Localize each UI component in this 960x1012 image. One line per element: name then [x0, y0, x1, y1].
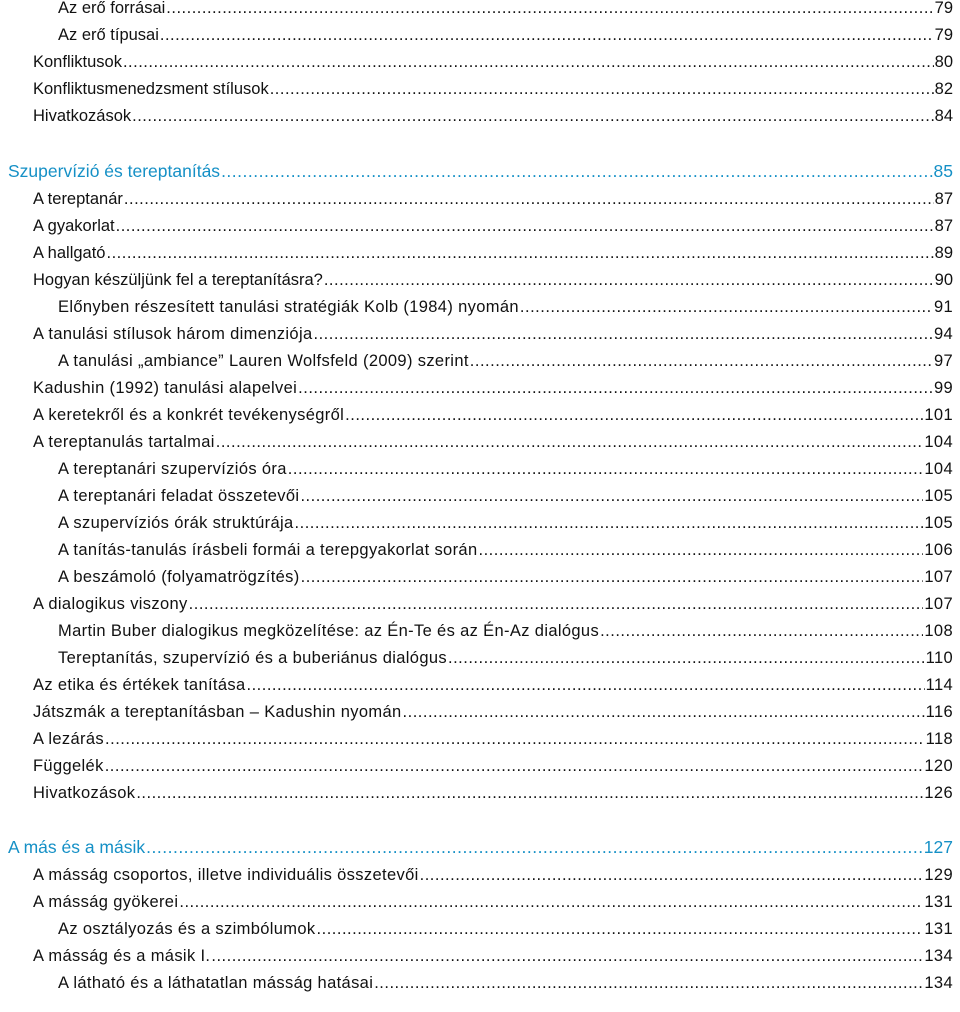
- toc-dot-leader: [301, 566, 924, 588]
- toc-entry-page: 114: [925, 676, 953, 694]
- toc-entry-title: A tanítás-tanulás írásbeli formái a terepgyakorlat során: [58, 541, 478, 559]
- toc-dot-leader: [420, 864, 924, 886]
- toc-entry-page: 105: [924, 514, 953, 532]
- toc-entry[interactable]: [58, 296, 953, 318]
- toc-entry-title: Martin Buber dialogikus megközelítése: az Én-Te és az Én-Az dialógus: [58, 622, 600, 640]
- toc-entry-title: Tereptanítás, szupervízió és a buberiánus dialógus: [58, 649, 447, 667]
- toc-entry[interactable]: [33, 701, 953, 723]
- toc-dot-leader: [216, 431, 924, 453]
- toc-entry-page: 90: [934, 271, 953, 289]
- toc-dot-leader: [146, 836, 923, 858]
- toc-entry-title: A szupervíziós órák struktúrája: [58, 514, 294, 532]
- toc-entry-title: Hogyan készüljünk fel a tereptanításra?: [33, 271, 323, 289]
- toc-entry-page: 126: [924, 784, 953, 802]
- toc-entry-title: A más és a másik: [8, 837, 146, 857]
- toc-entry-page: 101: [924, 406, 953, 424]
- toc-entry[interactable]: [33, 269, 953, 291]
- toc-entry-page: 134: [924, 947, 953, 965]
- toc-entry-title: Az etika és értékek tanítása: [33, 676, 246, 694]
- toc-dot-leader: [295, 512, 924, 534]
- toc-entry[interactable]: [58, 539, 953, 561]
- toc-dot-leader: [300, 485, 923, 507]
- toc-entry[interactable]: [33, 674, 953, 696]
- toc-entry[interactable]: [58, 972, 953, 994]
- toc-entry[interactable]: [33, 404, 953, 426]
- toc-entry-title: A tereptanári szupervíziós óra: [58, 460, 287, 478]
- toc-entry[interactable]: [33, 105, 953, 127]
- toc-entry-page: 104: [924, 460, 953, 478]
- toc-entry-page: 82: [934, 80, 953, 98]
- toc-entry-title: A lezárás: [33, 730, 105, 748]
- toc-entry-page: 99: [933, 379, 953, 397]
- toc-entry-title: Játszmák a tereptanításban – Kadushin nyomán: [33, 703, 402, 721]
- toc-entry-page: 134: [924, 974, 953, 992]
- toc-entry-page: 107: [924, 568, 953, 586]
- toc-entry[interactable]: [33, 188, 953, 210]
- toc-entry[interactable]: [58, 485, 953, 507]
- toc-entry-page: 107: [924, 595, 953, 613]
- toc-dot-leader: [123, 51, 934, 73]
- toc-entry-title: Konfliktusmenedzsment stílusok: [33, 80, 269, 98]
- toc-entry[interactable]: [33, 377, 953, 399]
- toc-dot-leader: [270, 78, 934, 100]
- toc-entry-page: 131: [924, 893, 953, 911]
- toc-entry[interactable]: [33, 755, 953, 777]
- toc-entry-page: 106: [924, 541, 953, 559]
- toc-dot-leader: [189, 593, 924, 615]
- toc-entry[interactable]: [33, 782, 953, 804]
- toc-dot-leader: [136, 782, 923, 804]
- toc-entry-title: A tanulási „ambiance” Lauren Wolfsfeld (2009) szerint: [58, 352, 469, 370]
- toc-entry-page: 85: [933, 161, 953, 181]
- toc-entry[interactable]: [33, 864, 953, 886]
- toc-entry-title: Hivatkozások: [33, 107, 132, 125]
- toc-entry-page: 87: [934, 190, 953, 208]
- toc-dot-leader: [470, 350, 933, 372]
- toc-dot-leader: [116, 215, 934, 237]
- toc-entry-page: 97: [933, 352, 953, 370]
- toc-dot-leader: [247, 674, 925, 696]
- toc-entry-page: 129: [924, 866, 953, 884]
- toc-entry-page: 116: [925, 703, 953, 721]
- toc-entry[interactable]: [58, 620, 953, 642]
- toc-entry-page: 104: [924, 433, 953, 451]
- toc-entry-title: A tereptanár: [33, 190, 123, 208]
- toc-dot-leader: [132, 105, 934, 127]
- toc-entry[interactable]: [33, 323, 953, 345]
- toc-entry-title: Szupervízió és tereptanítás: [8, 161, 221, 181]
- toc-entry-page: 84: [934, 107, 953, 125]
- toc-entry[interactable]: [33, 431, 953, 453]
- toc-entry-title: A gyakorlat: [33, 217, 115, 235]
- toc-dot-leader: [106, 242, 933, 264]
- toc-entry-page: 89: [934, 244, 953, 262]
- toc-dot-leader: [221, 160, 932, 182]
- toc-entry-title: Hivatkozások: [33, 784, 136, 802]
- toc-entry[interactable]: [58, 918, 953, 940]
- toc-entry-page: 79: [934, 0, 953, 17]
- toc-entry[interactable]: [58, 458, 953, 480]
- toc-entry-page: 94: [933, 325, 953, 343]
- toc-entry[interactable]: [58, 512, 953, 534]
- toc-entry-title: A tanulási stílusok három dimenziója: [33, 325, 313, 343]
- toc-entry[interactable]: [33, 215, 953, 237]
- toc-entry-page: 131: [924, 920, 953, 938]
- toc-dot-leader: [298, 377, 933, 399]
- toc-entry-page: 80: [934, 53, 953, 71]
- toc-entry-title: Konfliktusok: [33, 53, 122, 71]
- toc-entry-title: A hallgató: [33, 244, 106, 262]
- toc-dot-leader: [179, 891, 923, 913]
- toc-dot-leader: [478, 539, 923, 561]
- toc-entry-title: A beszámoló (folyamatrögzítés): [58, 568, 300, 586]
- toc-dot-leader: [313, 323, 932, 345]
- toc-entry-title: A másság csoportos, illetve individuális összetevői: [33, 866, 419, 884]
- toc-dot-leader: [520, 296, 933, 318]
- toc-entry[interactable]: [33, 945, 953, 967]
- toc-entry-page: 127: [923, 837, 953, 857]
- toc-dot-leader: [324, 269, 934, 291]
- toc-dot-leader: [166, 0, 933, 19]
- toc-entry[interactable]: [33, 891, 953, 913]
- toc-dot-leader: [345, 404, 923, 426]
- toc-entry-page: 108: [924, 622, 953, 640]
- toc-entry-title: A dialogikus viszony: [33, 595, 188, 613]
- toc-entry-title: Függelék: [33, 757, 104, 775]
- toc-dot-leader: [317, 918, 924, 940]
- toc-entry-title: A tereptanári feladat összetevői: [58, 487, 300, 505]
- toc-dot-leader: [211, 945, 923, 967]
- toc-entry-page: 91: [933, 298, 953, 316]
- toc-entry-page: 110: [925, 649, 953, 667]
- toc-entry-title: A keretekről és a konkrét tevékenységről: [33, 406, 345, 424]
- toc-entry-page: 118: [925, 730, 953, 748]
- toc-entry[interactable]: [33, 728, 953, 750]
- toc-dot-leader: [124, 188, 934, 210]
- toc-entry[interactable]: [33, 78, 953, 100]
- toc-dot-leader: [288, 458, 924, 480]
- toc-entry-title: Az erő típusai: [58, 26, 159, 44]
- toc-entry[interactable]: [58, 350, 953, 372]
- toc-dot-leader: [105, 755, 924, 777]
- toc-section-heading[interactable]: [8, 836, 953, 858]
- toc-entry[interactable]: [33, 242, 953, 264]
- toc-entry-page: 87: [934, 217, 953, 235]
- toc-entry-page: 120: [924, 757, 953, 775]
- toc-entry[interactable]: [58, 647, 953, 669]
- toc-entry-title: Előnyben részesített tanulási stratégiák Kolb (1984) nyomán: [58, 298, 519, 316]
- toc-entry[interactable]: [58, 24, 953, 46]
- toc-entry[interactable]: [58, 0, 953, 19]
- toc-dot-leader: [160, 24, 934, 46]
- toc-entry-title: A másság gyökerei: [33, 893, 179, 911]
- toc-entry-title: Kadushin (1992) tanulási alapelvei: [33, 379, 298, 397]
- toc-dot-leader: [448, 647, 925, 669]
- toc-dot-leader: [374, 972, 923, 994]
- toc-entry-title: A látható és a láthatatlan másság hatásai: [58, 974, 374, 992]
- toc-entry[interactable]: [58, 566, 953, 588]
- toc-entry-title: Az erő forrásai: [58, 0, 166, 17]
- toc-entry-title: A tereptanulás tartalmai: [33, 433, 215, 451]
- toc-dot-leader: [600, 620, 923, 642]
- toc-entry[interactable]: [33, 51, 953, 73]
- toc-entry-page: 79: [934, 26, 953, 44]
- toc-section-heading[interactable]: [8, 160, 953, 182]
- toc-entry-title: A másság és a másik I.: [33, 947, 211, 965]
- toc-entry[interactable]: [33, 593, 953, 615]
- toc-entry-page: 105: [924, 487, 953, 505]
- toc-dot-leader: [105, 728, 925, 750]
- toc-entry-title: Az osztályozás és a szimbólumok: [58, 920, 316, 938]
- toc-dot-leader: [403, 701, 925, 723]
